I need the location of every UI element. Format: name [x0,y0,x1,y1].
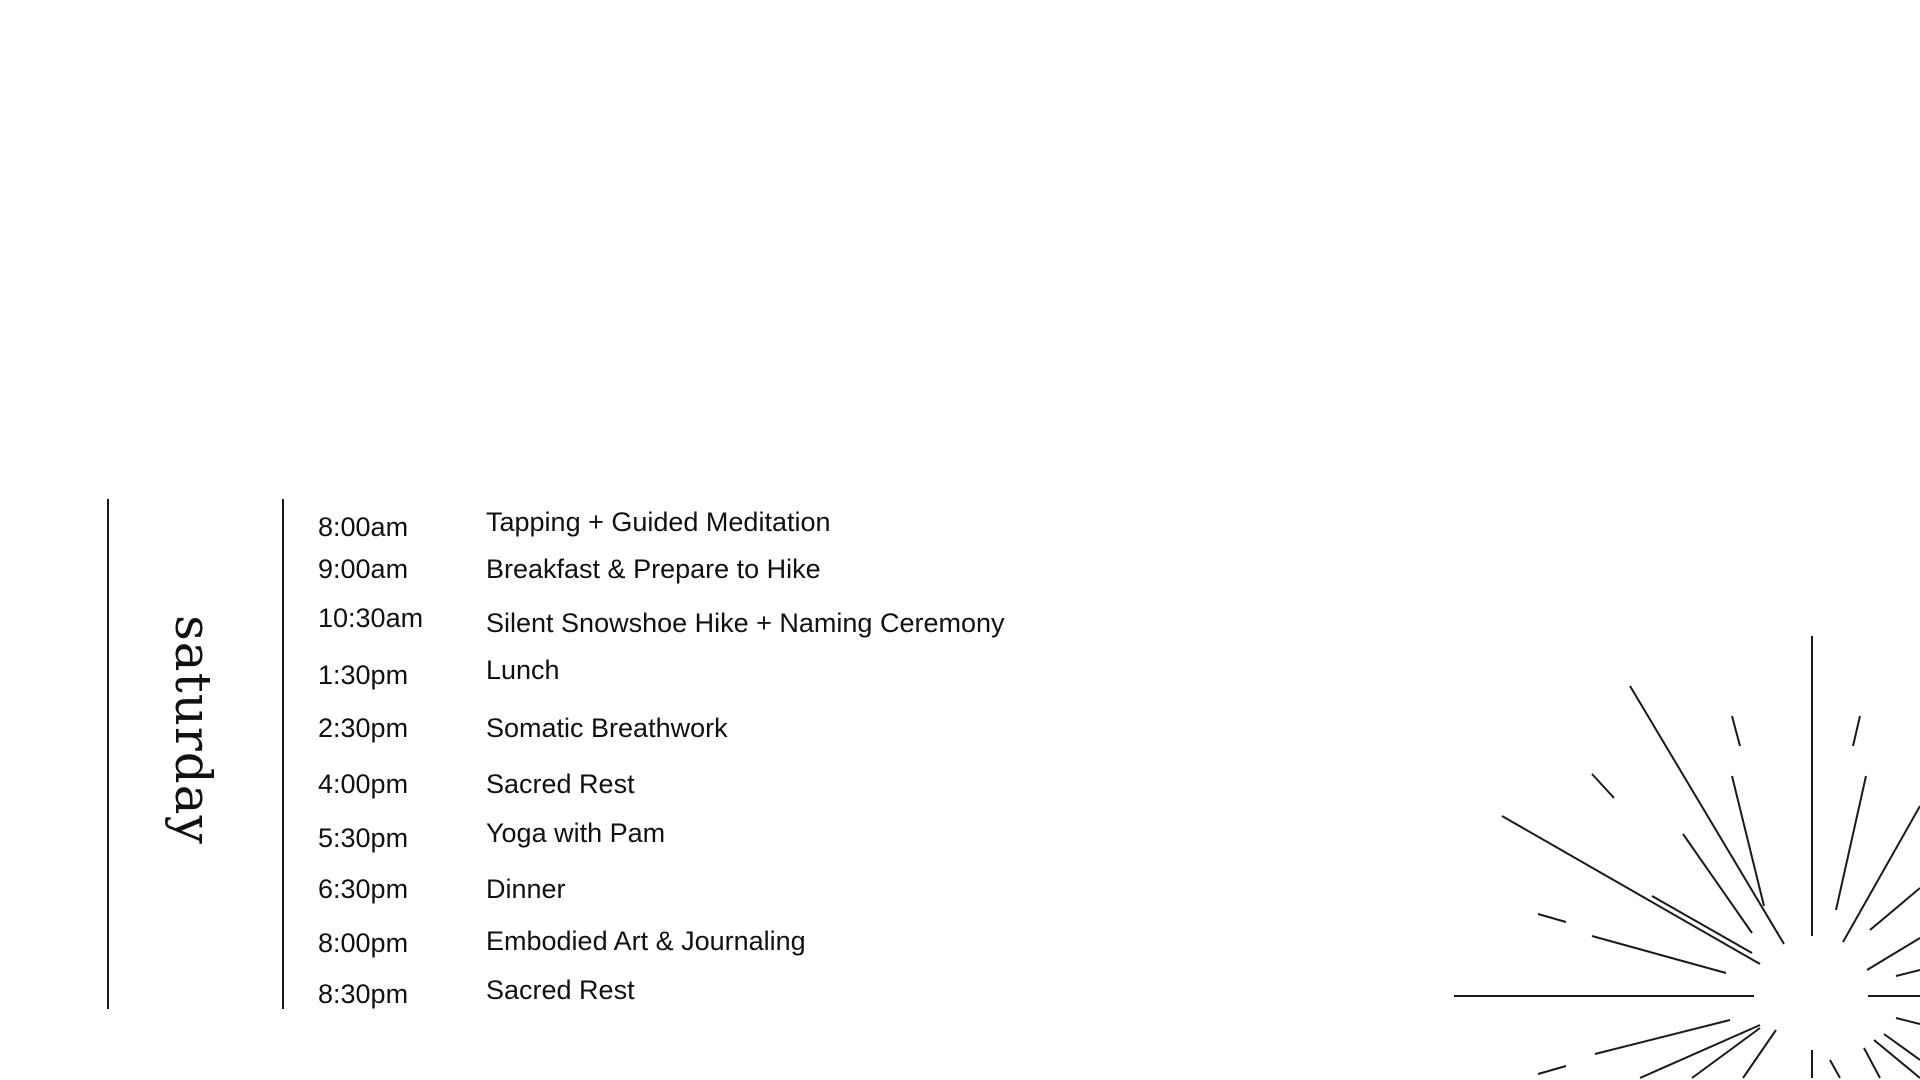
schedule-time: 9:00am [318,554,409,584]
schedule-time: 8:30pm [318,979,409,1009]
schedule-row [0,552,1100,586]
schedule-activity: Lunch [486,655,560,685]
sunburst-icon [1440,620,1920,1080]
schedule-time: 10:30am [318,603,424,633]
schedule-activity: Breakfast & Prepare to Hike [486,554,821,584]
schedule-activity: Dinner [486,874,566,904]
schedule-time: 5:30pm [318,823,409,853]
schedule-row [0,603,1100,637]
schedule-activity: Somatic Breathwork [486,713,728,743]
schedule-row [0,767,1100,801]
schedule-activity: Embodied Art & Journaling [486,926,806,956]
schedule-activity: Sacred Rest [486,769,635,799]
schedule-time: 6:30pm [318,874,409,904]
schedule-row [0,656,1100,690]
schedule-row [0,925,1100,959]
schedule-time: 4:00pm [318,769,409,799]
schedule-activity: Silent Snowshoe Hike + Naming Ceremony [486,608,1005,638]
schedule-row [0,711,1100,745]
schedule-row [0,818,1100,852]
schedule-time: 8:00pm [318,928,409,958]
day-heading: saturday [164,615,222,845]
schedule-row [0,872,1100,906]
schedule-activity: Tapping + Guided Meditation [486,507,831,537]
schedule-time: 8:00am [318,512,409,542]
schedule-row [0,975,1100,1009]
schedule-activity: Yoga with Pam [486,818,666,848]
schedule-time: 2:30pm [318,713,409,743]
schedule-activity: Sacred Rest [486,975,635,1005]
schedule-time: 1:30pm [318,660,409,690]
schedule-row [0,506,1100,540]
